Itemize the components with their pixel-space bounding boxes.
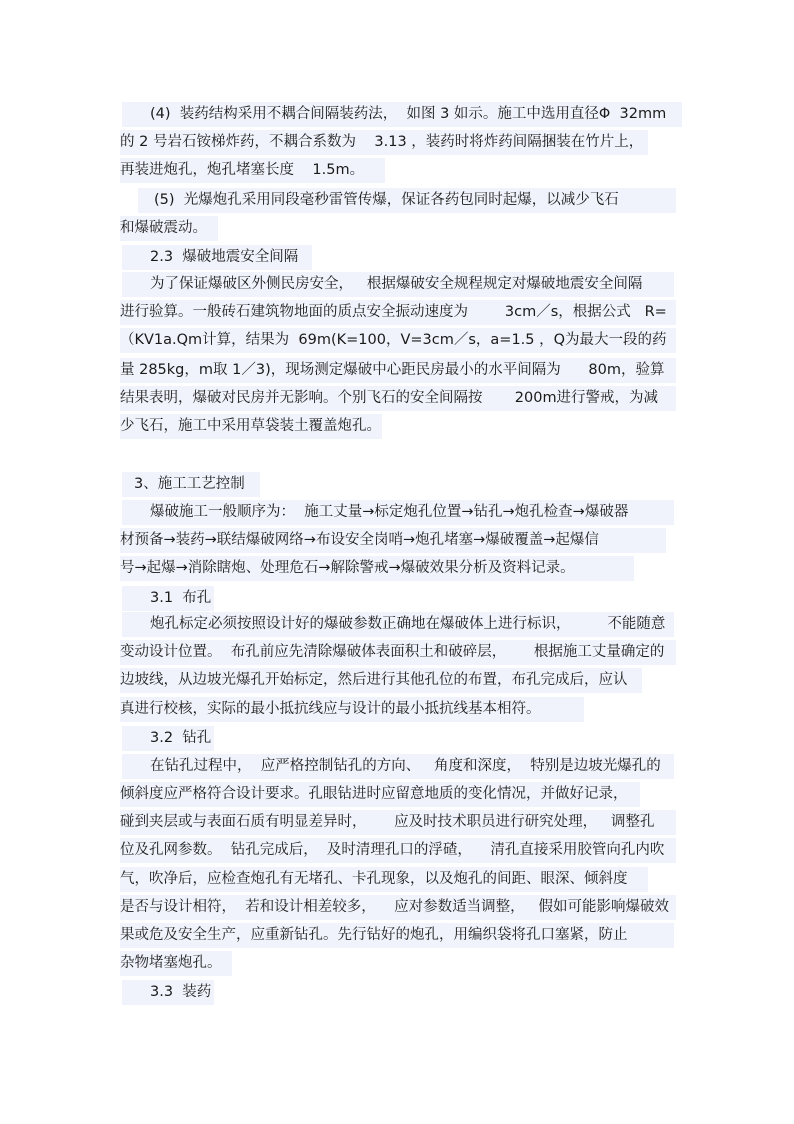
text-line: (5) 光爆炮孔采用同段毫秒雷管传爆，保证各药包同时起爆，以减少飞石: [138, 188, 676, 213]
text-line: 号→起爆→消除瞎炮、处理危石→解除警戒→爆破效果分析及资料记录。: [120, 556, 634, 581]
text-line: 位及孔网参数。 钻孔完成后， 及时清理孔口的浮碴， 清孔直接采用胶管向孔内吹: [120, 838, 676, 863]
text-line: 量 285kg，m取 1／3)，现场测定爆破中心距民房最小的水平间隔为 80m，验算: [120, 358, 676, 383]
text-line: 倾斜度应严格符合设计要求。孔眼钻进时应留意地质的变化情况，并做好记录，: [120, 782, 640, 807]
text-line: 气，吹净后，应检查炮孔有无堵孔、卡孔现象，以及炮孔的间距、眼深、倾斜度: [120, 867, 648, 892]
text-line: 和爆破震动。: [120, 216, 218, 241]
text-line: 少飞石，施工中采用草袋装土覆盖炮孔。: [120, 414, 382, 439]
text-line: 结果表明，爆破对民房并无影响。个别飞石的安全间隔按 200m进行警戒，为减: [120, 386, 676, 411]
text-line: 变动设计位置。 布孔前应先清除爆破体表面积土和破碎层， 根据施工丈量确定的: [120, 640, 676, 665]
text-line: 为了保证爆破区外侧民房安全， 根据爆破安全规程规定对爆破地震安全间隔: [122, 272, 674, 297]
text-line: (4) 装药结构采用不耦合间隔装药法， 如图 3 如示。施工中选用直径Φ 32mm: [122, 102, 682, 127]
text-line: 碰到夹层或与表面石质有明显差异时， 应及时技术职员进行研究处理， 调整孔: [120, 810, 676, 835]
text-line: 进行验算。一般砖石建筑物地面的质点安全振动速度为 3cm／s，根据公式 R=: [120, 300, 676, 325]
text-line: 的 2 号岩石铵梯炸药，不耦合系数为 3.13 ，装药时将炸药间隔捆装在竹片上，: [120, 130, 648, 155]
text-line: 在钻孔过程中， 应严格控制钻孔的方向、 角度和深度， 特别是边坡光爆孔的: [122, 754, 674, 779]
text-line: （KV1a.Qm计算，结果为 69m(K=100，V=3cm／s，a=1.5 ，Q为最大一段的药: [120, 328, 676, 353]
text-line: 边坡线，从边坡光爆孔开始标定，然后进行其他孔位的布置，布孔完成后，应认: [120, 668, 642, 693]
text-line: 再装进炮孔，炮孔堵塞长度 1.5m。: [120, 158, 385, 183]
section-heading: 3、施工工艺控制: [122, 472, 260, 497]
section-heading: 3.2 钻孔: [122, 726, 214, 751]
text-line: 是否与设计相符， 若和设计相差较多， 应对参数适当调整， 假如可能影响爆破效: [120, 895, 676, 920]
text-line: 杂物堵塞炮孔。: [120, 951, 232, 976]
section-heading: 3.1 布孔: [122, 586, 214, 611]
text-line: 果或危及安全生产，应重新钻孔。先行钻好的炮孔，用编织袋将孔口塞紧，防止: [120, 923, 674, 948]
section-heading: 3.3 装药: [122, 980, 214, 1005]
text-line: 真进行校核，实际的最小抵抗线应与设计的最小抵抗线基本相符。: [120, 697, 584, 722]
text-line: 炮孔标定必须按照设计好的爆破参数正确地在爆破体上进行标识， 不能随意: [122, 612, 674, 637]
text-line: 爆破施工一般顺序为： 施工丈量→标定炮孔位置→钻孔→炮孔检查→爆破器: [122, 500, 674, 525]
text-line: 材预备→装药→联结爆破网络→布设安全岗哨→炮孔堵塞→爆破覆盖→起爆信: [120, 528, 666, 553]
section-heading: 2.3 爆破地震安全间隔: [122, 245, 312, 270]
